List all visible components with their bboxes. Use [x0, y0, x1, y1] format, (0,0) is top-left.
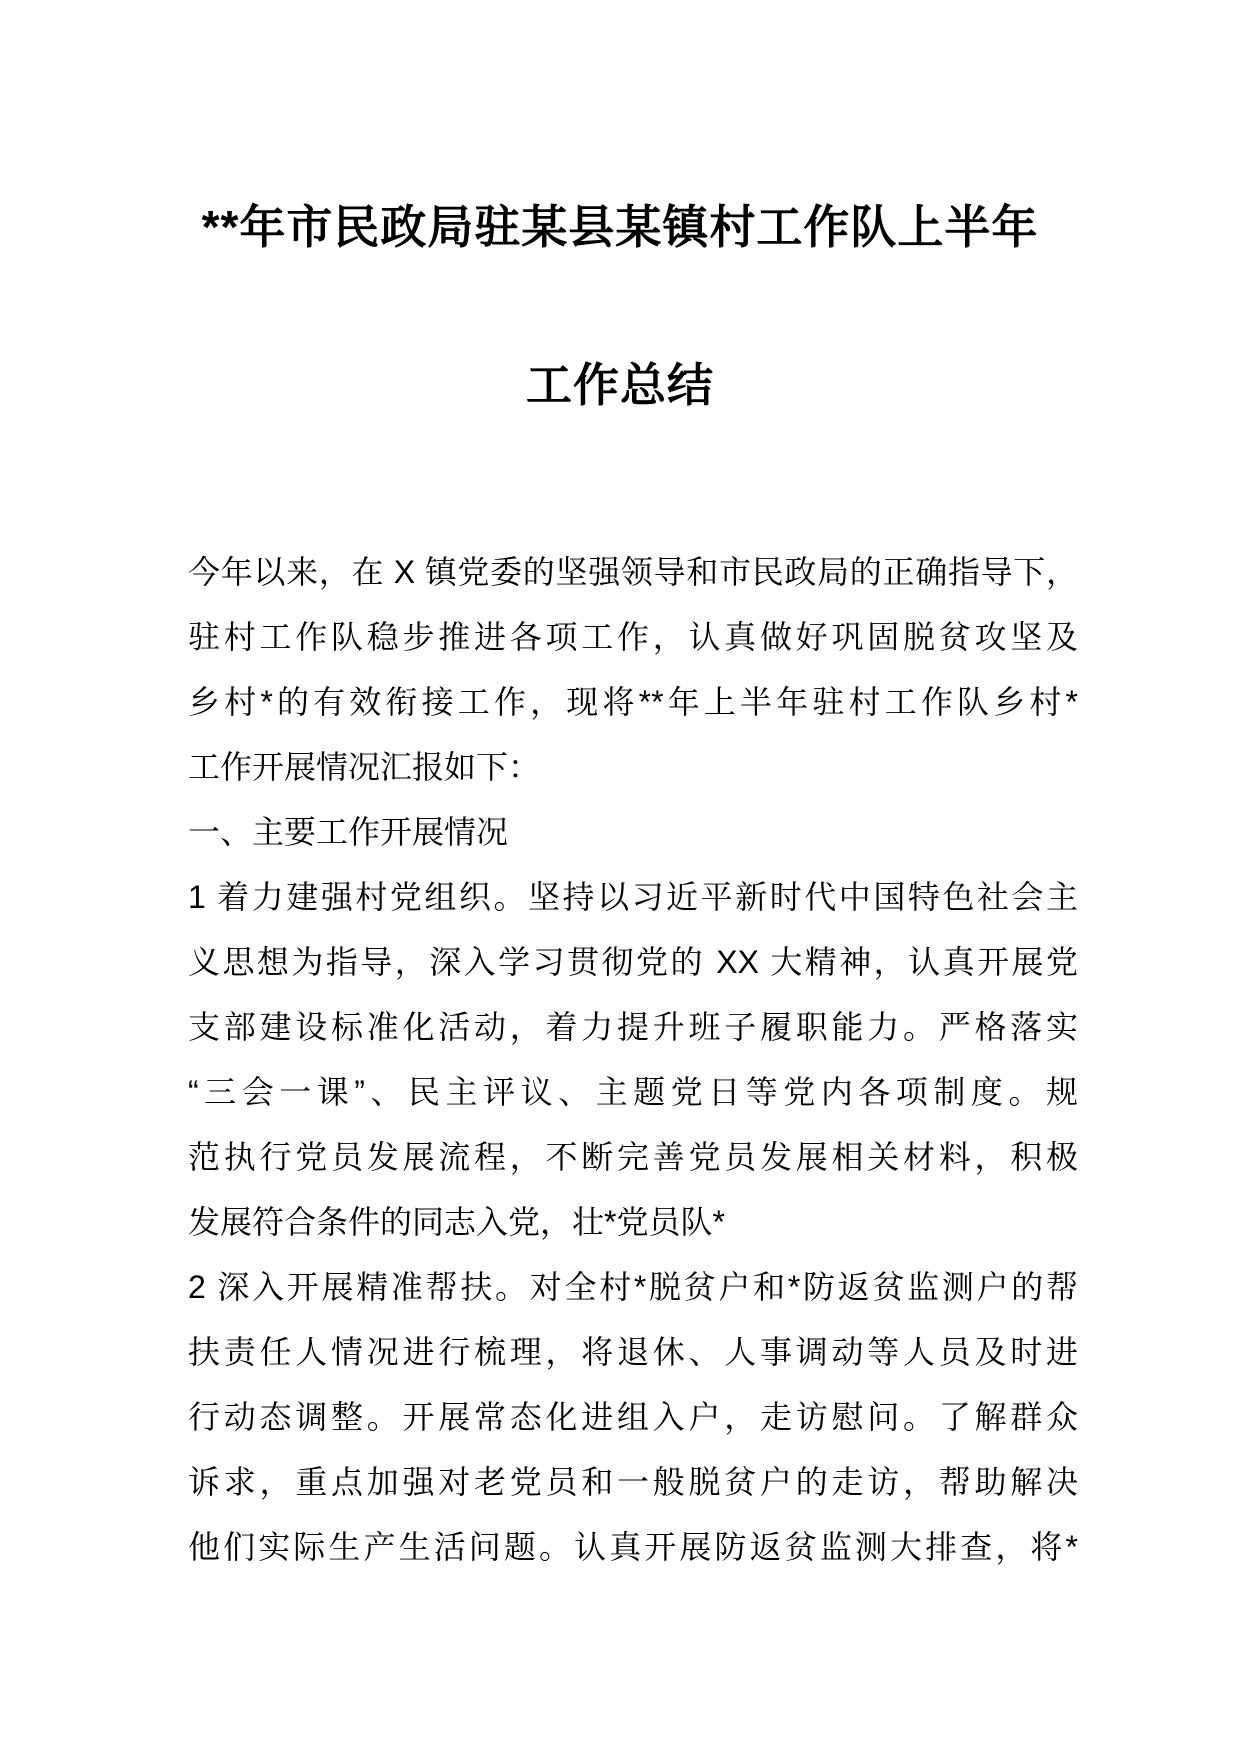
- body-text-line: 范执行党员发展流程，不断完善党员发展相关材料，积极: [188, 1139, 1078, 1175]
- body-text-line: “三会一课”、民主评议、主题党日等党内各项制度。规: [188, 1074, 1078, 1110]
- body-text-line: 行动态调整。开展常态化进组入户，走访慰问。了解群众: [188, 1399, 1078, 1435]
- body-text-line: 发展符合条件的同志入党，壮*党员队*: [188, 1204, 725, 1240]
- body-text-line: 工作开展情况汇报如下：: [188, 749, 541, 785]
- document-body: [188, 540, 1078, 1580]
- document-title-line-2: 工作总结: [526, 359, 714, 411]
- body-text-line: 2 深入开展精准帮扶。对全村*脱贫户和*防返贫监测户的帮: [188, 1269, 1078, 1305]
- body-text-line: 义思想为指导，深入学习贯彻党的 XX 大精神，认真开展党: [188, 944, 1078, 980]
- body-text-line: 扶责任人情况进行梳理，将退休、人事调动等人员及时进: [188, 1334, 1078, 1370]
- paragraph-item-2: [188, 1255, 1078, 1580]
- document-title-line-1: **年市民政局驻某县某镇村工作队上半年: [201, 201, 1039, 253]
- paragraph-intro: [188, 540, 1078, 800]
- body-text-line: 乡村*的有效衔接工作，现将**年上半年驻村工作队乡村*: [188, 684, 1078, 720]
- paragraph-section-heading: [188, 800, 1078, 865]
- section-heading-line: 一、主要工作开展情况: [188, 814, 509, 850]
- body-text-line: 支部建设标准化活动，着力提升班子履职能力。严格落实: [188, 1009, 1078, 1045]
- document-title: [0, 195, 1240, 417]
- body-text-line: 今年以来，在 X 镇党委的坚强领导和市民政局的正确指导下，: [188, 554, 1078, 590]
- body-text-line: 1 着力建强村党组织。坚持以习近平新时代中国特色社会主: [188, 879, 1078, 915]
- body-text-line: 他们实际生产生活问题。认真开展防返贫监测大排查，将*: [188, 1529, 1078, 1565]
- body-text-line: 诉求，重点加强对老党员和一般脱贫户的走访，帮助解决: [188, 1464, 1078, 1500]
- body-text-line: 驻村工作队稳步推进各项工作，认真做好巩固脱贫攻坚及: [188, 619, 1078, 655]
- paragraph-item-1: [188, 865, 1078, 1255]
